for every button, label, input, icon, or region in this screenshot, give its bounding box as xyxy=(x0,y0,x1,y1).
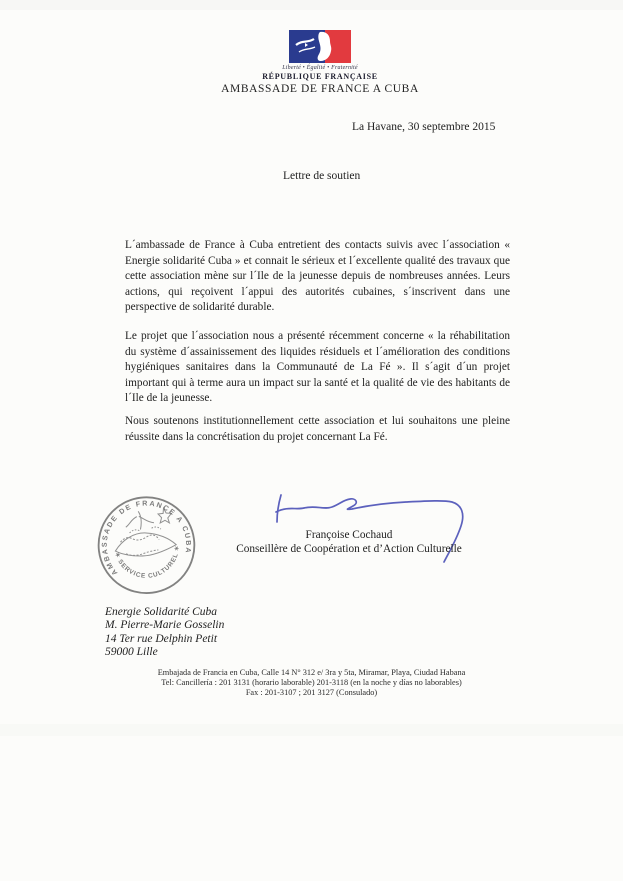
signature-block xyxy=(226,529,472,557)
recipient-address xyxy=(105,606,224,660)
letter-subject: Lettre de soutien xyxy=(283,170,361,182)
signer-title: Conseillère de Coopération et d’Action Culturelle xyxy=(236,542,462,555)
dateline: La Havane, 30 septembre 2015 xyxy=(352,121,496,133)
recipient-line: 14 Ter rue Delphin Petit xyxy=(105,632,218,645)
signer-name: Françoise Cochaud xyxy=(305,529,393,541)
footer-line: Fax : 201-3107 ; 201 3127 (Consulado) xyxy=(245,688,378,697)
scan-artifact-band xyxy=(0,0,623,10)
recipient-line: 59000 Lille xyxy=(105,646,158,659)
footer-line: Embajada de Francia en Cuba, Calle 14 N° 312 e/ 3ra y 5ta, Miramar, Playa, Ciudad Habana xyxy=(157,668,466,677)
recipient-line: Energie Solidarité Cuba xyxy=(105,606,218,618)
french-republic-logo xyxy=(240,30,400,81)
embassy-footer xyxy=(0,668,623,698)
paragraph-3: Nous soutenons institutionnellement cette association et lui souhaitons une pleine réussite dans la concrétisation du projet concernant La Fé. xyxy=(125,415,510,443)
logo-republique-francaise: RÉPUBLIQUE FRANÇAISE xyxy=(262,72,378,81)
paragraph-2: Le projet que l´association nous a présenté récemment concerne « la réhabilitation du système d´assainissement des liquides résiduels et l´amélioration des conditions hygiéniques sanitaires dans la Communauté de La Fé ». Il s´agit d´un projet important qui à terme aura un impact sur la santé et la qualité de vie des habitants de l´Ile de la jeunesse. xyxy=(125,330,510,404)
footer-line: Tel: Cancillería : 201 3131 (horario laborable) 201-3118 (en la noche y días no laborables) xyxy=(161,678,462,687)
stamp-top-text: AMBASSADE DE FRANCE A CUBA xyxy=(100,499,193,577)
paragraph-1: L´ambassade de France à Cuba entretient des contacts suivis avec l´association « Energie solidarité Cuba » et connait le sérieux et l´excellente qualité des travaux que cette association mène sur l´Ile de la jeunesse depuis de nombreuses années. Leurs actions, qui reçoivent l´appui des autorités cubaines, s´inscrivent dans une perspective de solidarité durable. xyxy=(125,239,510,313)
embassy-title: AMBASSADE DE FRANCE A CUBA xyxy=(221,83,419,95)
logo-motto: Liberté • Égalité • Fraternité xyxy=(282,65,358,71)
stamp-bottom-text: ✶ SERVICE CULTUREL ✶ xyxy=(112,544,182,580)
marianne-flag-icon xyxy=(289,30,351,63)
scan-artifact-band xyxy=(0,724,623,736)
recipient-line: M. Pierre-Marie Gosselin xyxy=(105,619,225,632)
embassy-round-stamp xyxy=(80,487,218,612)
